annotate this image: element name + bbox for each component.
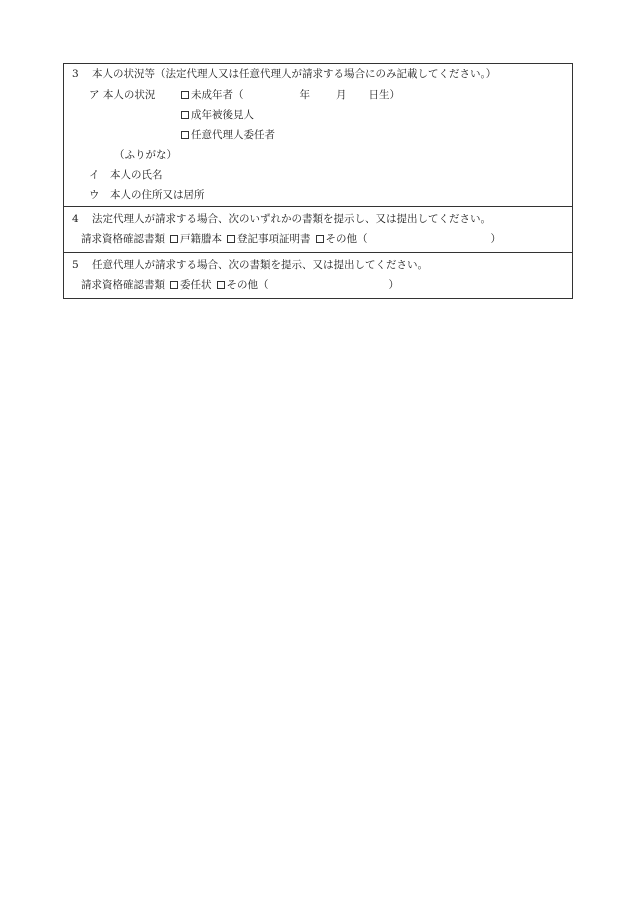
adult-ward-checkbox[interactable] (181, 111, 189, 119)
section3-title: 本人の状況等（法定代理人又は任意代理人が請求する場合にのみ記載してください。） (92, 68, 497, 80)
furigana-label: （ふりがな） (114, 149, 177, 161)
section4-other-checkbox[interactable] (316, 235, 324, 243)
adult-ward-label: 成年被後見人 (191, 109, 254, 121)
power-of-attorney-checkbox[interactable] (170, 281, 178, 289)
registry-cert-label: 登記事項証明書 (237, 233, 311, 245)
day-born-label: 日生） (368, 89, 400, 101)
minor-checkbox[interactable] (181, 91, 189, 99)
principal-address-label: ウ 本人の住所又は居所 (89, 189, 205, 201)
power-of-attorney-label: 委任状 (180, 279, 212, 291)
family-register-checkbox[interactable] (170, 235, 178, 243)
section4-other-open: その他（ (325, 233, 368, 245)
status-label: ア 本人の状況 (89, 89, 156, 101)
option-minor-row (181, 88, 400, 102)
principal-label: 任意代理人委任者 (191, 129, 275, 141)
family-register-label: 戸籍謄本 (180, 233, 222, 245)
section5-heading (72, 258, 428, 272)
option-adult-ward-row (181, 108, 254, 122)
section5-docs-label: 請求資格確認書類 (81, 279, 165, 291)
principal-checkbox[interactable] (181, 131, 189, 139)
section5-other-checkbox[interactable] (217, 281, 225, 289)
section3-heading (72, 67, 496, 81)
section4-docs-label: 請求資格確認書類 (81, 233, 165, 245)
agent-request-form (63, 63, 573, 299)
section4-docs-row (81, 232, 501, 246)
registry-cert-checkbox[interactable] (227, 235, 235, 243)
month-label: 月 (336, 89, 347, 101)
section3-number: 3 (72, 68, 79, 80)
section-principal-status (64, 64, 572, 206)
section5-number: 5 (72, 259, 79, 271)
section4-heading (72, 212, 491, 226)
section5-docs-row (81, 278, 399, 292)
option-principal-row (181, 128, 275, 142)
section5-other-open: その他（ (226, 279, 269, 291)
section-voluntary-agent-docs (64, 252, 572, 298)
section4-number: 4 (72, 213, 79, 225)
principal-name-label: イ 本人の氏名 (89, 169, 163, 181)
year-label: 年 (299, 89, 310, 101)
minor-label: 未成年者（ (191, 89, 244, 101)
section4-title: 法定代理人が請求する場合、次のいずれかの書類を提示し、又は提出してください。 (92, 213, 491, 225)
section5-other-close: ） (388, 279, 399, 291)
section5-title: 任意代理人が請求する場合、次の書類を提示、又は提出してください。 (92, 259, 428, 271)
section-legal-agent-docs (64, 206, 572, 252)
section4-other-close: ） (490, 233, 501, 245)
